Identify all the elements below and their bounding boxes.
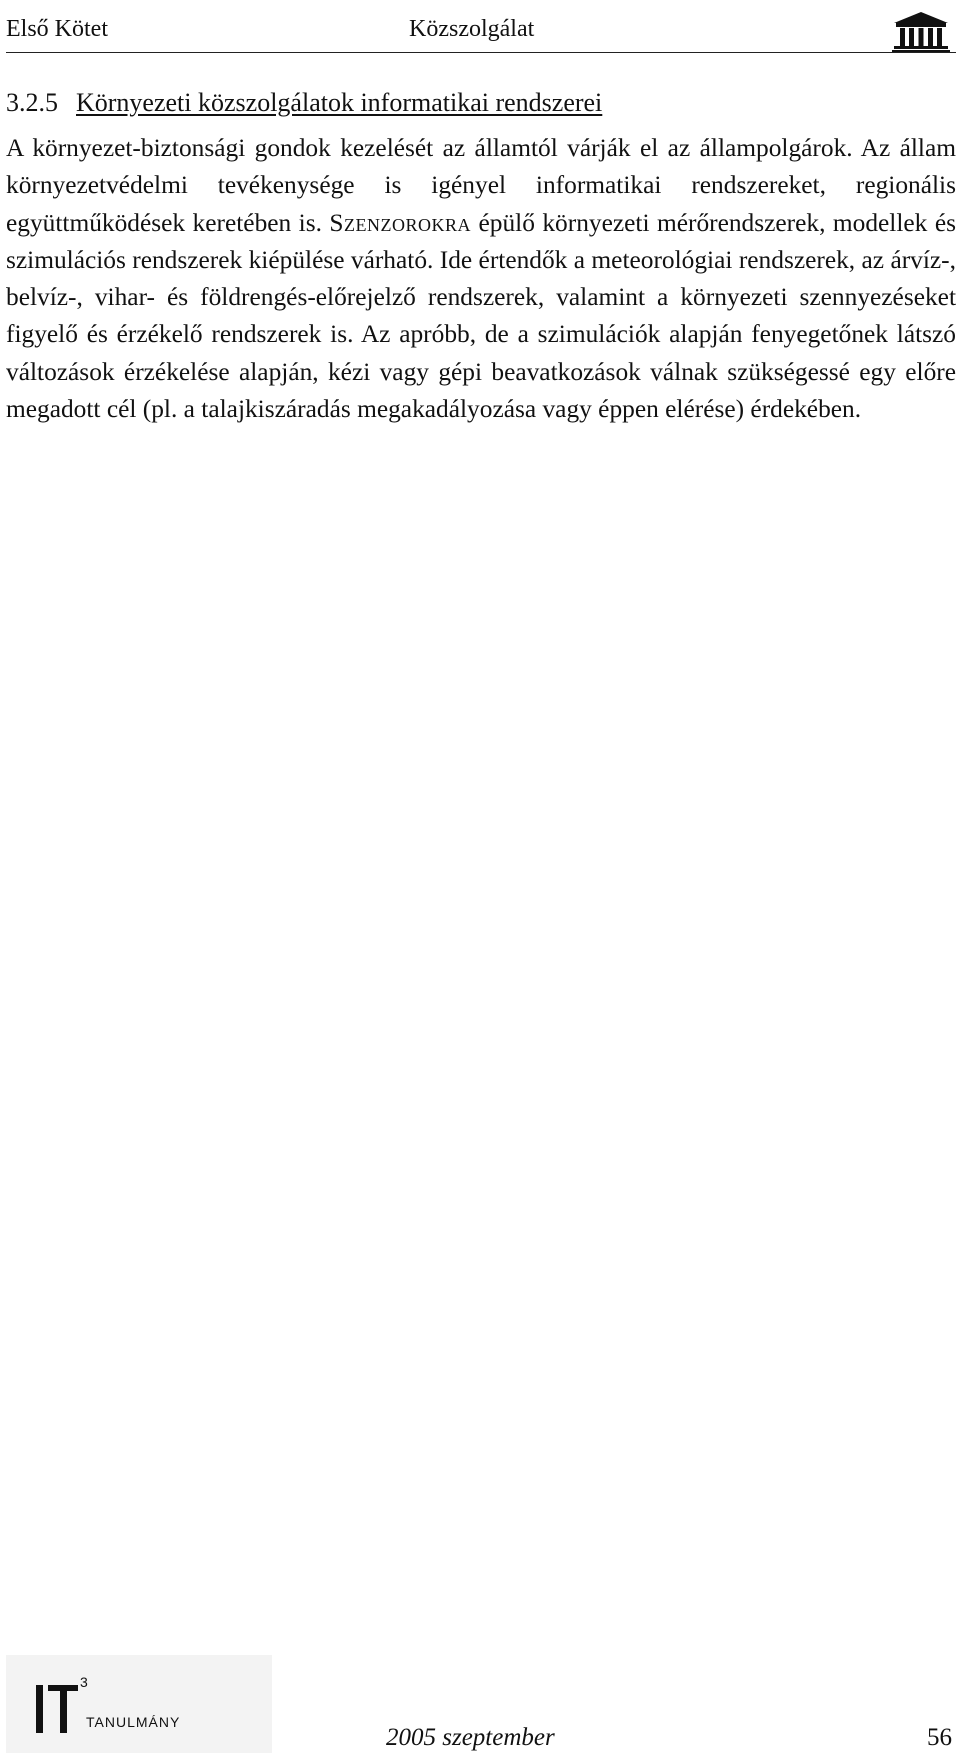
page-number: 56 [927, 1724, 952, 1751]
it3-logo-sub: TANULMÁNY [86, 1714, 181, 1730]
header-chapter: Közszolgálat [409, 16, 535, 42]
temple-icon [890, 10, 952, 54]
body-paragraph [6, 130, 956, 428]
section-number: 3.2.5 [6, 88, 58, 117]
it3-logo-mark [6, 1655, 272, 1753]
section-title: Környezeti közszolgálatok informatikai rendszerei [76, 88, 603, 117]
header-divider [6, 52, 956, 53]
body-smallcaps-term: Szenzorokra [329, 208, 472, 237]
page-header [6, 10, 956, 54]
body-text-part2: épülő környezeti mérőrendszerek, modellek és szimulációs rendszerek kiépülése várható. Ide értendők a meteorológiai rendszerek, az árvíz-, belvíz-, vihar- és földrengés-előrejelző rendszerek, valamint a környezeti szennyezéseket figyelő és érzékelő rendszerek is. Az apróbb, de a szimulációk alapján fenyegetőnek látszó változások érzékelése alapján, kézi vagy gépi beavatkozások válnak szükségessé egy előre megadott cél (pl. a talajkiszáradás megakadályozása vagy éppen elérése) érdekében. [6, 208, 956, 424]
it3-logo [6, 1655, 272, 1753]
it3-logo-main: IT [6, 1655, 7, 1656]
it3-logo-sup: 3 [80, 1674, 88, 1690]
body-text-part1: A környezet-biztonsági gondok kezelését az államtól várják el az állampolgárok. Az állam környezetvédelmi tevékenysége is igényel informatikai rendszereket, regionális együttműködések keretében is. [6, 134, 956, 237]
footer-date: 2005 szeptember [386, 1724, 555, 1751]
section-heading [6, 88, 602, 118]
header-volume: Első Kötet [6, 16, 108, 42]
